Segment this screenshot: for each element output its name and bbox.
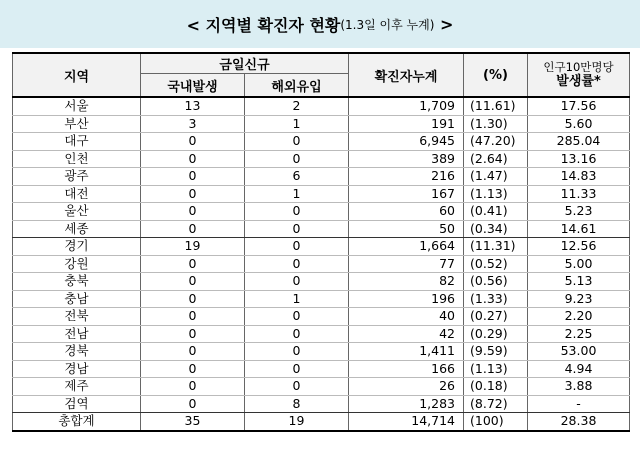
cell-region: 광주 (13, 168, 141, 186)
cell-cumulative: 191 (349, 115, 464, 133)
cell-percent: (1.13) (464, 360, 528, 378)
cell-rate: 14.61 (528, 220, 630, 238)
cell-overseas: 0 (245, 133, 349, 151)
cell-cumulative: 196 (349, 290, 464, 308)
table-row (13, 255, 630, 273)
cell-percent: (11.31) (464, 238, 528, 256)
table-row (13, 308, 630, 326)
cell-region: 대구 (13, 133, 141, 151)
cell-region: 강원 (13, 255, 141, 273)
cell-cumulative: 389 (349, 150, 464, 168)
cell-rate: 14.83 (528, 168, 630, 186)
cell-domestic: 19 (141, 238, 245, 256)
cell-rate: 13.16 (528, 150, 630, 168)
cell-domestic: 0 (141, 378, 245, 396)
header-overseas: 해외유입 (245, 74, 349, 98)
cell-domestic: 0 (141, 185, 245, 203)
cell-domestic: 0 (141, 290, 245, 308)
header-domestic: 국내발생 (141, 74, 245, 98)
cell-rate: 12.56 (528, 238, 630, 256)
cell-percent: (0.34) (464, 220, 528, 238)
cell-region: 세종 (13, 220, 141, 238)
cell-overseas: 0 (245, 360, 349, 378)
cell-percent: (0.27) (464, 308, 528, 326)
header-region: 지역 (13, 53, 141, 97)
cell-region: 울산 (13, 203, 141, 221)
cell-cumulative: 77 (349, 255, 464, 273)
cell-percent: (2.64) (464, 150, 528, 168)
cell-region: 인천 (13, 150, 141, 168)
title-main: < 지역별 확진자 현황 (186, 15, 341, 35)
cell-rate: 28.38 (528, 413, 630, 431)
cell-cumulative: 1,283 (349, 395, 464, 413)
cell-overseas: 0 (245, 325, 349, 343)
cell-overseas: 0 (245, 238, 349, 256)
cell-percent: (47.20) (464, 133, 528, 151)
cell-region: 충북 (13, 273, 141, 291)
table-row (13, 168, 630, 186)
cell-domestic: 0 (141, 360, 245, 378)
cell-overseas: 2 (245, 97, 349, 115)
cell-cumulative: 40 (349, 308, 464, 326)
title-end: > (434, 14, 454, 34)
cell-domestic: 35 (141, 413, 245, 431)
cell-region: 전북 (13, 308, 141, 326)
cell-rate: 11.33 (528, 185, 630, 203)
cell-region: 제주 (13, 378, 141, 396)
cell-overseas: 0 (245, 150, 349, 168)
title-subtitle: (1.3일 이후 누계) (340, 17, 435, 32)
cell-rate: 3.88 (528, 378, 630, 396)
table-row (13, 220, 630, 238)
cell-region: 부산 (13, 115, 141, 133)
header-rate-bottom: 발생률* (556, 74, 601, 89)
cell-percent: (0.29) (464, 325, 528, 343)
table-row (13, 185, 630, 203)
cell-overseas: 1 (245, 290, 349, 308)
cell-domestic: 0 (141, 168, 245, 186)
table-row (13, 413, 630, 431)
header-new-today: 금일신규 (141, 53, 349, 74)
cell-cumulative: 216 (349, 168, 464, 186)
cell-region: 서울 (13, 97, 141, 115)
cell-rate: - (528, 395, 630, 413)
table-body (13, 97, 630, 431)
cell-region: 경남 (13, 360, 141, 378)
cell-overseas: 1 (245, 185, 349, 203)
cell-cumulative: 42 (349, 325, 464, 343)
cell-region: 전남 (13, 325, 141, 343)
cell-overseas: 0 (245, 343, 349, 361)
cell-overseas: 0 (245, 308, 349, 326)
cell-region: 경북 (13, 343, 141, 361)
cell-rate: 2.20 (528, 308, 630, 326)
cell-cumulative: 167 (349, 185, 464, 203)
cell-percent: (8.72) (464, 395, 528, 413)
cell-domestic: 0 (141, 325, 245, 343)
cell-overseas: 19 (245, 413, 349, 431)
cell-overseas: 0 (245, 378, 349, 396)
cell-rate: 17.56 (528, 97, 630, 115)
cell-overseas: 8 (245, 395, 349, 413)
cell-cumulative: 60 (349, 203, 464, 221)
cell-rate: 9.23 (528, 290, 630, 308)
cell-percent: (9.59) (464, 343, 528, 361)
cell-domestic: 0 (141, 255, 245, 273)
table-row (13, 273, 630, 291)
table-row (13, 395, 630, 413)
table-row (13, 325, 630, 343)
cell-region: 경기 (13, 238, 141, 256)
cell-region: 총합계 (13, 413, 141, 431)
cell-cumulative: 166 (349, 360, 464, 378)
cell-overseas: 0 (245, 203, 349, 221)
cell-percent: (1.30) (464, 115, 528, 133)
table-row (13, 203, 630, 221)
cell-overseas: 0 (245, 220, 349, 238)
header-cumulative: 확진자누계 (349, 53, 464, 97)
cell-cumulative: 14,714 (349, 413, 464, 431)
cell-cumulative: 1,411 (349, 343, 464, 361)
cell-rate: 5.00 (528, 255, 630, 273)
table-row (13, 343, 630, 361)
cell-percent: (0.41) (464, 203, 528, 221)
cell-percent: (100) (464, 413, 528, 431)
cell-percent: (0.56) (464, 273, 528, 291)
cell-rate: 285.04 (528, 133, 630, 151)
header-rate-top: 인구10만명당 (543, 60, 614, 74)
regional-cases-table (12, 52, 630, 432)
table-row (13, 133, 630, 151)
cell-region: 대전 (13, 185, 141, 203)
cell-domestic: 0 (141, 133, 245, 151)
cell-domestic: 13 (141, 97, 245, 115)
cell-overseas: 6 (245, 168, 349, 186)
cell-region: 충남 (13, 290, 141, 308)
header-percent: (%) (464, 53, 528, 97)
cell-domestic: 0 (141, 308, 245, 326)
cell-overseas: 0 (245, 273, 349, 291)
table-row (13, 150, 630, 168)
header-row-1 (13, 53, 630, 74)
cell-cumulative: 82 (349, 273, 464, 291)
cell-percent: (0.52) (464, 255, 528, 273)
cell-percent: (1.13) (464, 185, 528, 203)
cell-domestic: 0 (141, 343, 245, 361)
cell-domestic: 0 (141, 203, 245, 221)
cell-domestic: 0 (141, 395, 245, 413)
cell-rate: 2.25 (528, 325, 630, 343)
cell-cumulative: 6,945 (349, 133, 464, 151)
cell-percent: (1.33) (464, 290, 528, 308)
cell-domestic: 0 (141, 220, 245, 238)
cell-cumulative: 26 (349, 378, 464, 396)
table-row (13, 360, 630, 378)
cell-percent: (1.47) (464, 168, 528, 186)
cell-cumulative: 1,664 (349, 238, 464, 256)
cell-rate: 53.00 (528, 343, 630, 361)
cell-rate: 5.60 (528, 115, 630, 133)
header-rate (528, 53, 630, 97)
cell-rate: 5.13 (528, 273, 630, 291)
cell-overseas: 0 (245, 255, 349, 273)
cell-rate: 4.94 (528, 360, 630, 378)
table-row (13, 238, 630, 256)
table-row (13, 290, 630, 308)
cell-domestic: 0 (141, 273, 245, 291)
cell-cumulative: 1,709 (349, 97, 464, 115)
cell-region: 검역 (13, 395, 141, 413)
cell-cumulative: 50 (349, 220, 464, 238)
table-row (13, 97, 630, 115)
table-row (13, 378, 630, 396)
cell-overseas: 1 (245, 115, 349, 133)
table-title (0, 0, 640, 48)
cell-percent: (0.18) (464, 378, 528, 396)
cell-domestic: 3 (141, 115, 245, 133)
cell-percent: (11.61) (464, 97, 528, 115)
table-row (13, 115, 630, 133)
cell-domestic: 0 (141, 150, 245, 168)
cell-rate: 5.23 (528, 203, 630, 221)
